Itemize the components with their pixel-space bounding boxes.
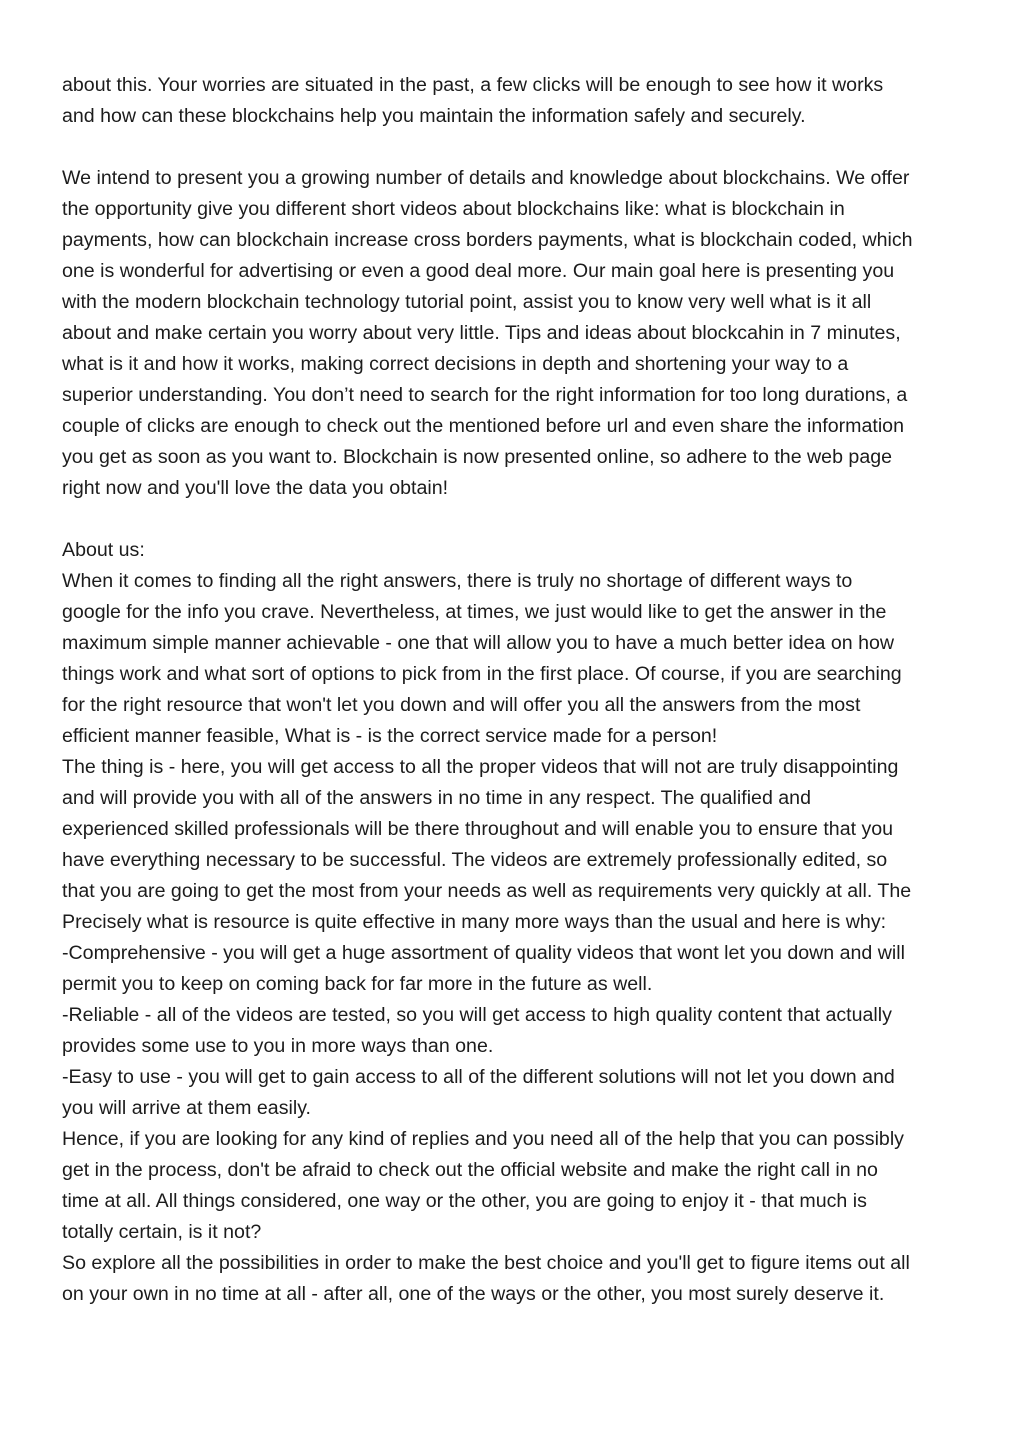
text-line: totally certain, is it not? (62, 1221, 262, 1243)
text-line: -Easy to use - you will get to gain access to all of the different solutions will not let you down and (62, 1066, 895, 1088)
text-line: one is wonderful for advertising or even a good deal more. Our main goal here is presenting you (62, 260, 895, 282)
text-line: and will provide you with all of the answers in no time in any respect. The qualified and (62, 787, 811, 809)
text-line: -Reliable - all of the videos are tested, so you will get access to high quality content that actually (62, 1004, 892, 1026)
text-line: with the modern blockchain technology tutorial point, assist you to know very well what is it all (62, 291, 872, 313)
intro-paragraph (62, 70, 962, 132)
text-line: maximum simple manner achievable - one that will allow you to have a much better idea on how (62, 632, 895, 654)
text-line: about this. Your worries are situated in the past, a few clicks will be enough to see how it works (62, 74, 884, 96)
paragraph-spacer (62, 504, 962, 535)
text-line: the opportunity give you different short videos about blockchains like: what is blockchain in (62, 198, 845, 220)
text-line: provides some use to you in more ways than one. (62, 1035, 494, 1057)
text-line: things work and what sort of options to pick from in the first place. Of course, if you are searching (62, 663, 902, 685)
text-line: When it comes to finding all the right answers, there is truly no shortage of different ways to (62, 570, 853, 592)
text-line: get in the process, don't be afraid to check out the official website and make the right call in no (62, 1159, 878, 1181)
text-line: google for the info you crave. Nevertheless, at times, we just would like to get the answer in the (62, 601, 887, 623)
text-line: for the right resource that won't let you down and will offer you all the answers from the most (62, 694, 861, 716)
text-line: that you are going to get the most from your needs as well as requirements very quickly at all. The (62, 880, 912, 902)
text-line: Precisely what is resource is quite effective in many more ways than the usual and here is why: (62, 911, 887, 933)
text-line: you will arrive at them easily. (62, 1097, 311, 1119)
text-line: permit you to keep on coming back for far more in the future as well. (62, 973, 653, 995)
text-line: -Comprehensive - you will get a huge assortment of quality videos that wont let you down and will (62, 942, 905, 964)
text-line: So explore all the possibilities in order to make the best choice and you'll get to figure items out all (62, 1252, 910, 1274)
text-line: time at all. All things considered, one way or the other, you are going to enjoy it - that much is (62, 1190, 867, 1212)
text-line: superior understanding. You don’t need to search for the right information for too long durations, a (62, 384, 908, 406)
text-line: you get as soon as you want to. Blockchain is now presented online, so adhere to the web page (62, 446, 893, 468)
text-line: payments, how can blockchain increase cross borders payments, what is blockchain coded, which (62, 229, 913, 251)
text-line: what is it and how it works, making correct decisions in depth and shortening your way to a (62, 353, 849, 375)
section-heading: About us: (62, 539, 145, 561)
text-line: about and make certain you worry about very little. Tips and ideas about blockcahin in 7 minutes, (62, 322, 901, 344)
text-line: experienced skilled professionals will be there throughout and will enable you to ensure that you (62, 818, 894, 840)
text-line: and how can these blockchains help you maintain the information safely and securely. (62, 105, 806, 127)
blockchain-paragraph (62, 163, 962, 504)
text-line: efficient manner feasible, What is - is the correct service made for a person! (62, 725, 718, 747)
text-line: couple of clicks are enough to check out the mentioned before url and even share the information (62, 415, 904, 437)
text-line: We intend to present you a growing number of details and knowledge about blockchains. We offer (62, 167, 910, 189)
about-section (62, 535, 962, 1310)
text-line: on your own in no time at all - after all, one of the ways or the other, you most surely deserve it. (62, 1283, 885, 1305)
document-page (62, 70, 962, 1310)
paragraph-spacer (62, 132, 962, 163)
text-line: The thing is - here, you will get access to all the proper videos that will not are truly disappointing (62, 756, 899, 778)
text-line: Hence, if you are looking for any kind of replies and you need all of the help that you can possibly (62, 1128, 904, 1150)
text-line: have everything necessary to be successful. The videos are extremely professionally edited, so (62, 849, 888, 871)
text-line: right now and you'll love the data you obtain! (62, 477, 449, 499)
